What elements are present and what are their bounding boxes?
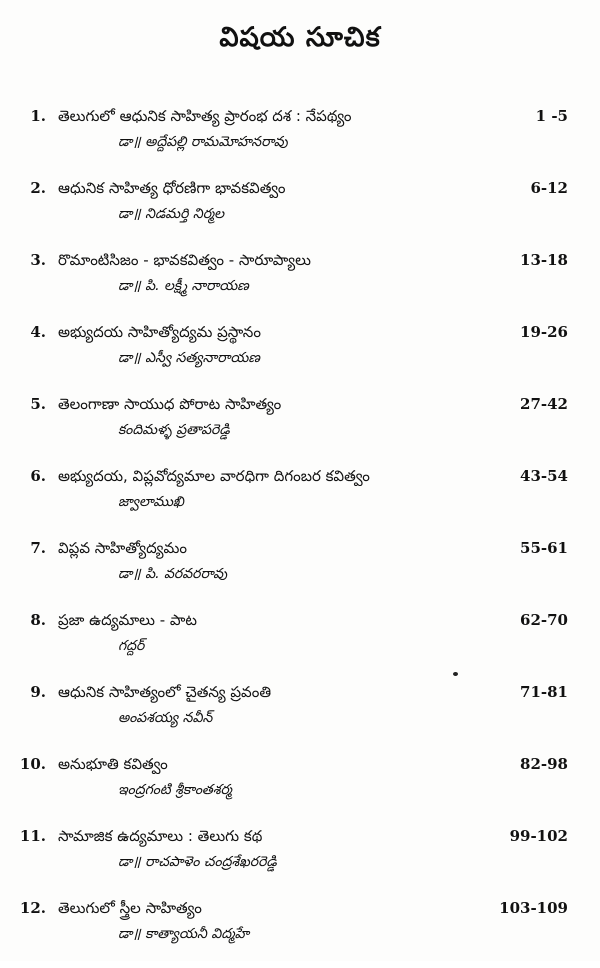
entry-number: 7. [30, 539, 46, 557]
entry-pages: 62-70 [520, 611, 568, 629]
entry-author: అంపశయ్య నవీన్ [118, 710, 213, 726]
toc-entry [0, 464, 600, 536]
toc-entry [0, 104, 600, 176]
entry-pages: 43-54 [520, 467, 568, 485]
entry-number: 6. [30, 467, 46, 485]
entry-author: డా॥ ఎస్వీ సత్యనారాయణ [118, 350, 260, 366]
entry-title: ఆధునిక సాహిత్యంలో చైతన్య ప్రవంతి [58, 683, 272, 701]
entry-pages: 1 -5 [535, 107, 568, 125]
entry-author: జ్వాలాముఖి [118, 494, 184, 510]
table-of-contents [0, 104, 600, 968]
entry-number: 10. [19, 755, 46, 773]
toc-entry [0, 896, 600, 968]
entry-number: 1. [30, 107, 46, 125]
entry-title: రొమాంటిసిజం - భావకవిత్వం - సారూప్యాలు [58, 251, 311, 269]
entry-author: డా॥ కాత్యాయనీ విద్మహే [118, 926, 250, 942]
toc-entry [0, 752, 600, 824]
entry-title: అనుభూతి కవిత్వం [58, 755, 168, 773]
entry-number: 3. [30, 251, 46, 269]
entry-number: 11. [19, 827, 46, 845]
toc-entry [0, 176, 600, 248]
toc-entry [0, 608, 600, 680]
toc-entry [0, 536, 600, 608]
page-title: విషయ సూచిక [219, 22, 381, 53]
entry-author: డా॥ నిడమర్తి నిర్మల [118, 206, 225, 222]
entry-title: అభ్యుదయ, విప్లవోద్యమాల వారధిగా దిగంబర కవిత్వం [58, 467, 370, 485]
entry-author: కందిమళ్ళ ప్రతాపరెడ్డి [118, 422, 230, 438]
entry-pages: 103-109 [499, 899, 568, 917]
toc-entry [0, 248, 600, 320]
entry-author: డా॥ పి. లక్ష్మీ నారాయణ [118, 278, 249, 294]
entry-number: 12. [19, 899, 46, 917]
entry-title: తెలుగులో ఆధునిక సాహిత్య ప్రారంభ దశ : నేపథ్యం [58, 107, 352, 125]
entry-title: తెలంగాణా సాయుధ పోరాట సాహిత్యం [58, 395, 282, 413]
entry-pages: 71-81 [520, 683, 568, 701]
entry-title: తెలుగులో స్త్రీల సాహిత్యం [58, 899, 202, 917]
entry-number: 4. [30, 323, 46, 341]
toc-entry [0, 392, 600, 464]
entry-author: డా॥ అద్దేపల్లి రామమోహనరావు [118, 134, 288, 150]
entry-number: 8. [30, 611, 46, 629]
entry-pages: 13-18 [520, 251, 568, 269]
entry-title: విప్లవ సాహిత్యోద్యమం [58, 539, 187, 557]
entry-pages: 27-42 [520, 395, 568, 413]
entry-number: 9. [30, 683, 46, 701]
entry-title: ప్రజా ఉద్యమాలు - పాట [58, 611, 197, 629]
ink-speck [453, 672, 458, 676]
entry-pages: 6-12 [530, 179, 568, 197]
entry-author: డా॥ పి. వరవరరావు [118, 566, 228, 582]
entry-author: డా॥ రాచపాళెం చంద్రశేఖరరెడ్డి [118, 854, 277, 870]
entry-pages: 19-26 [520, 323, 568, 341]
entry-title: ఆధునిక సాహిత్య ధోరణిగా భావకవిత్వం [58, 179, 286, 197]
toc-entry [0, 320, 600, 392]
entry-pages: 82-98 [520, 755, 568, 773]
entry-pages: 55-61 [520, 539, 568, 557]
entry-pages: 99-102 [509, 827, 568, 845]
toc-entry [0, 680, 600, 752]
entry-title: సామాజిక ఉద్యమాలు : తెలుగు కథ [58, 827, 263, 845]
entry-number: 5. [30, 395, 46, 413]
entry-number: 2. [30, 179, 46, 197]
entry-author: ఇంద్రగంటి శ్రీకాంతశర్మ [118, 782, 232, 798]
entry-author: గద్దర్ [118, 638, 145, 654]
entry-title: అభ్యుదయ సాహిత్యోద్యమ ప్రస్థానం [58, 323, 261, 341]
toc-entry [0, 824, 600, 896]
